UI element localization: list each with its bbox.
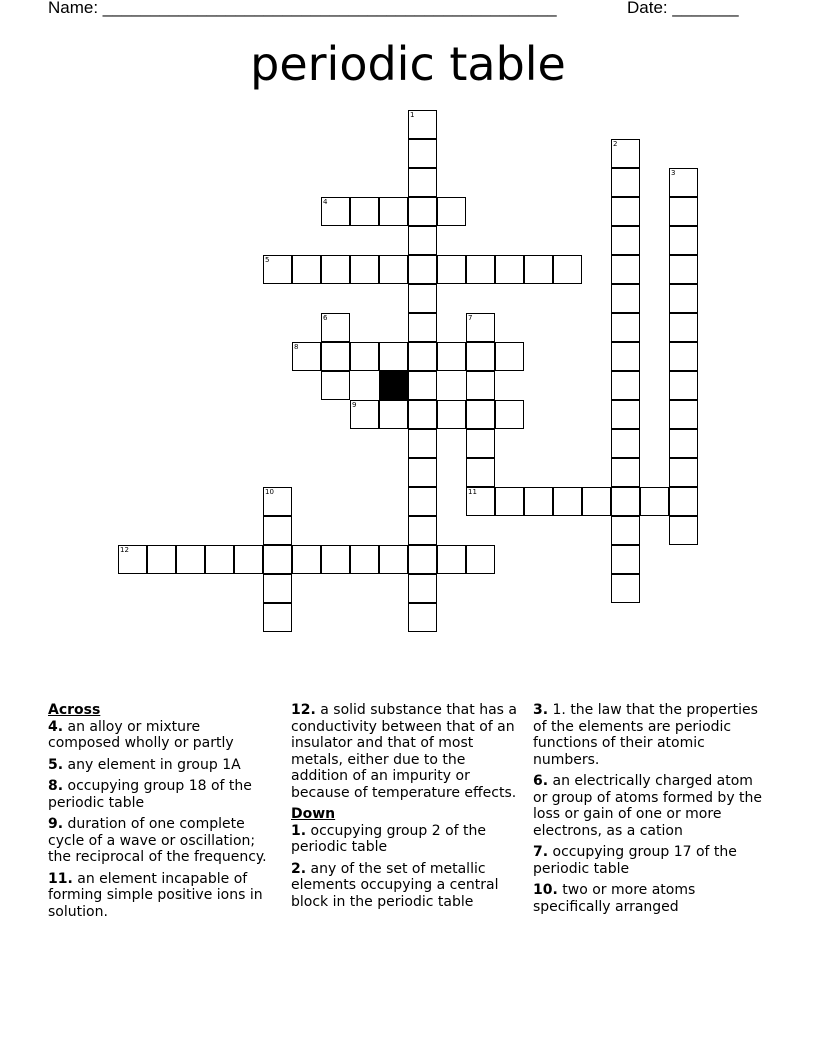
clue-text: duration of one complete cycle of a wave or oscillation; the reciprocal of the frequency.	[48, 816, 267, 865]
grid-cell[interactable]	[611, 313, 640, 342]
grid-cell[interactable]	[524, 487, 553, 516]
grid-cell[interactable]	[611, 342, 640, 371]
clue-text: an electrically charged atom or group of atoms formed by the loss or gain of one or more electrons, as a cation	[533, 773, 763, 839]
grid-cell[interactable]	[408, 371, 437, 400]
grid-cell[interactable]	[466, 458, 495, 487]
grid-cell[interactable]	[466, 313, 495, 342]
grid-cell[interactable]	[408, 255, 437, 284]
clue-number: 1.	[291, 822, 307, 839]
grid-cell[interactable]	[611, 516, 640, 545]
date-field-label[interactable]: Date: _______	[627, 0, 739, 17]
clue-across-4	[48, 719, 273, 752]
grid-cell[interactable]	[176, 545, 205, 574]
clue-number: 11.	[48, 870, 73, 887]
grid-cell[interactable]	[495, 342, 524, 371]
cell-number: 4	[323, 198, 328, 206]
clue-text: 1. the law that the properties of the elements are periodic functions of their atomic numbers.	[533, 702, 758, 768]
clue-across-8	[48, 778, 273, 811]
grid-cell[interactable]	[408, 516, 437, 545]
grid-cell[interactable]	[524, 255, 553, 284]
grid-cell[interactable]	[379, 400, 408, 429]
grid-cell[interactable]	[611, 197, 640, 226]
clue-text: two or more atoms specifically arranged	[533, 882, 696, 915]
grid-cell[interactable]	[466, 429, 495, 458]
clue-across-12	[291, 702, 521, 801]
cell-number: 7	[468, 314, 473, 322]
clue-down-7	[533, 844, 768, 877]
grid-cell[interactable]	[321, 313, 350, 342]
across-heading: Across	[48, 702, 101, 718]
clue-text: an element incapable of forming simple positive ions in solution.	[48, 870, 263, 920]
grid-cell[interactable]	[553, 255, 582, 284]
grid-cell[interactable]	[263, 516, 292, 545]
grid-cell[interactable]	[437, 255, 466, 284]
grid-cell[interactable]	[669, 371, 698, 400]
grid-cell[interactable]	[611, 545, 640, 574]
clues-section	[0, 702, 816, 1002]
clue-number: 9.	[48, 816, 64, 832]
grid-cell[interactable]	[408, 226, 437, 255]
grid-cell[interactable]	[466, 400, 495, 429]
grid-cell[interactable]	[582, 487, 611, 516]
clue-number: 7.	[533, 844, 549, 860]
grid-cell[interactable]	[321, 545, 350, 574]
grid-cell[interactable]	[611, 255, 640, 284]
grid-cell[interactable]	[611, 429, 640, 458]
grid-cell[interactable]	[669, 197, 698, 226]
grid-cell[interactable]	[611, 371, 640, 400]
grid-cell[interactable]	[205, 545, 234, 574]
grid-cell[interactable]	[669, 168, 698, 197]
grid-cell[interactable]	[466, 545, 495, 574]
grid-cell[interactable]	[611, 458, 640, 487]
grid-cell[interactable]	[437, 342, 466, 371]
grid-cell[interactable]	[263, 603, 292, 632]
grid-cell[interactable]	[408, 342, 437, 371]
cell-number: 12	[120, 546, 129, 554]
grid-cell[interactable]	[466, 255, 495, 284]
grid-cell[interactable]	[495, 400, 524, 429]
grid-cell[interactable]	[466, 487, 495, 516]
grid-cell[interactable]	[466, 342, 495, 371]
grid-cell[interactable]	[408, 487, 437, 516]
grid-cell[interactable]	[437, 197, 466, 226]
cell-number: 2	[613, 140, 618, 148]
grid-cell[interactable]	[669, 429, 698, 458]
black-square	[379, 371, 408, 400]
clue-text: occupying group 17 of the periodic table	[533, 844, 737, 877]
grid-cell[interactable]	[234, 545, 263, 574]
grid-cell[interactable]	[408, 603, 437, 632]
grid-cell[interactable]	[408, 139, 437, 168]
grid-cell[interactable]	[292, 545, 321, 574]
grid-cell[interactable]	[669, 400, 698, 429]
page-title: periodic table	[250, 37, 566, 91]
clue-number: 12.	[291, 702, 316, 718]
clue-across-9	[48, 816, 273, 866]
grid-cell[interactable]	[408, 400, 437, 429]
grid-cell[interactable]	[263, 487, 292, 516]
grid-cell[interactable]	[408, 313, 437, 342]
grid-cell[interactable]	[669, 458, 698, 487]
cell-number: 11	[468, 488, 477, 496]
clue-across-11	[48, 871, 273, 921]
cell-number: 1	[410, 111, 415, 119]
grid-cell[interactable]	[669, 516, 698, 545]
clue-number: 6.	[533, 773, 549, 789]
clue-text: an alloy or mixture composed wholly or partly	[48, 718, 234, 751]
grid-cell[interactable]	[321, 197, 350, 226]
grid-cell[interactable]	[379, 255, 408, 284]
grid-cell[interactable]	[408, 168, 437, 197]
grid-cell[interactable]	[669, 313, 698, 342]
cell-number: 9	[352, 401, 357, 409]
grid-cell[interactable]	[350, 255, 379, 284]
grid-cell[interactable]	[321, 371, 350, 400]
cell-number: 10	[265, 488, 274, 496]
grid-cell[interactable]	[292, 342, 321, 371]
grid-cell[interactable]	[292, 255, 321, 284]
grid-cell[interactable]	[611, 226, 640, 255]
clue-text: occupying group 2 of the periodic table	[291, 822, 487, 855]
grid-cell[interactable]	[611, 168, 640, 197]
grid-cell[interactable]	[640, 487, 669, 516]
clues-column-2	[291, 702, 521, 915]
grid-cell[interactable]	[669, 226, 698, 255]
clue-down-10	[533, 882, 768, 915]
clue-number: 3.	[533, 702, 549, 718]
down-heading: Down	[291, 806, 336, 822]
grid-cell[interactable]	[437, 545, 466, 574]
clue-down-3	[533, 702, 768, 768]
clue-number: 4.	[48, 718, 64, 735]
clue-text: any of the set of metallic elements occupying a central block in the periodic table	[291, 860, 499, 910]
cell-number: 8	[294, 343, 299, 351]
cell-number: 3	[671, 169, 676, 177]
clue-text: any element in group 1A	[63, 756, 241, 773]
grid-cell[interactable]	[350, 400, 379, 429]
name-field-label[interactable]: Name: ________________________________________________	[48, 0, 557, 17]
cell-number: 6	[323, 314, 328, 322]
grid-cell[interactable]	[263, 545, 292, 574]
clues-column-3	[533, 702, 768, 920]
grid-cell[interactable]	[408, 574, 437, 603]
grid-cell[interactable]	[350, 197, 379, 226]
clues-column-1	[48, 702, 273, 925]
grid-cell[interactable]	[408, 197, 437, 226]
grid-cell[interactable]	[408, 458, 437, 487]
grid-cell[interactable]	[350, 342, 379, 371]
grid-cell[interactable]	[379, 197, 408, 226]
grid-cell[interactable]	[118, 545, 147, 574]
grid-cell[interactable]	[263, 574, 292, 603]
grid-cell[interactable]	[611, 139, 640, 168]
clue-across-5	[48, 757, 273, 774]
grid-cell[interactable]	[379, 342, 408, 371]
clue-down-1	[291, 823, 521, 856]
clue-number: 10.	[533, 882, 558, 898]
cell-number: 5	[265, 256, 270, 264]
grid-cell[interactable]	[669, 284, 698, 313]
grid-cell[interactable]	[611, 487, 640, 516]
grid-cell[interactable]	[147, 545, 176, 574]
grid-cell[interactable]	[437, 400, 466, 429]
grid-cell[interactable]	[263, 255, 292, 284]
grid-cell[interactable]	[466, 371, 495, 400]
grid-cell[interactable]	[669, 255, 698, 284]
grid-cell[interactable]	[611, 284, 640, 313]
grid-cell[interactable]	[611, 400, 640, 429]
grid-cell[interactable]	[321, 342, 350, 371]
grid-cell[interactable]	[553, 487, 582, 516]
grid-cell[interactable]	[611, 574, 640, 603]
clue-number: 5.	[48, 756, 64, 773]
grid-cell[interactable]	[321, 255, 350, 284]
grid-cell[interactable]	[350, 545, 379, 574]
grid-cell[interactable]	[495, 487, 524, 516]
clue-down-2	[291, 861, 521, 911]
clue-down-6	[533, 773, 768, 839]
grid-cell[interactable]	[408, 429, 437, 458]
grid-cell[interactable]	[379, 545, 408, 574]
clue-number: 8.	[48, 778, 64, 794]
grid-cell[interactable]	[495, 255, 524, 284]
grid-cell[interactable]	[669, 342, 698, 371]
grid-cell[interactable]	[408, 110, 437, 139]
clue-text: occupying group 18 of the periodic table	[48, 778, 252, 811]
clue-text: a solid substance that has a conductivity between that of an insulator and that of most metals, either due to the addition of an impurity or because of temperature effects.	[291, 702, 517, 801]
grid-cell[interactable]	[408, 284, 437, 313]
grid-cell[interactable]	[669, 487, 698, 516]
clue-number: 2.	[291, 860, 307, 877]
grid-cell[interactable]	[408, 545, 437, 574]
